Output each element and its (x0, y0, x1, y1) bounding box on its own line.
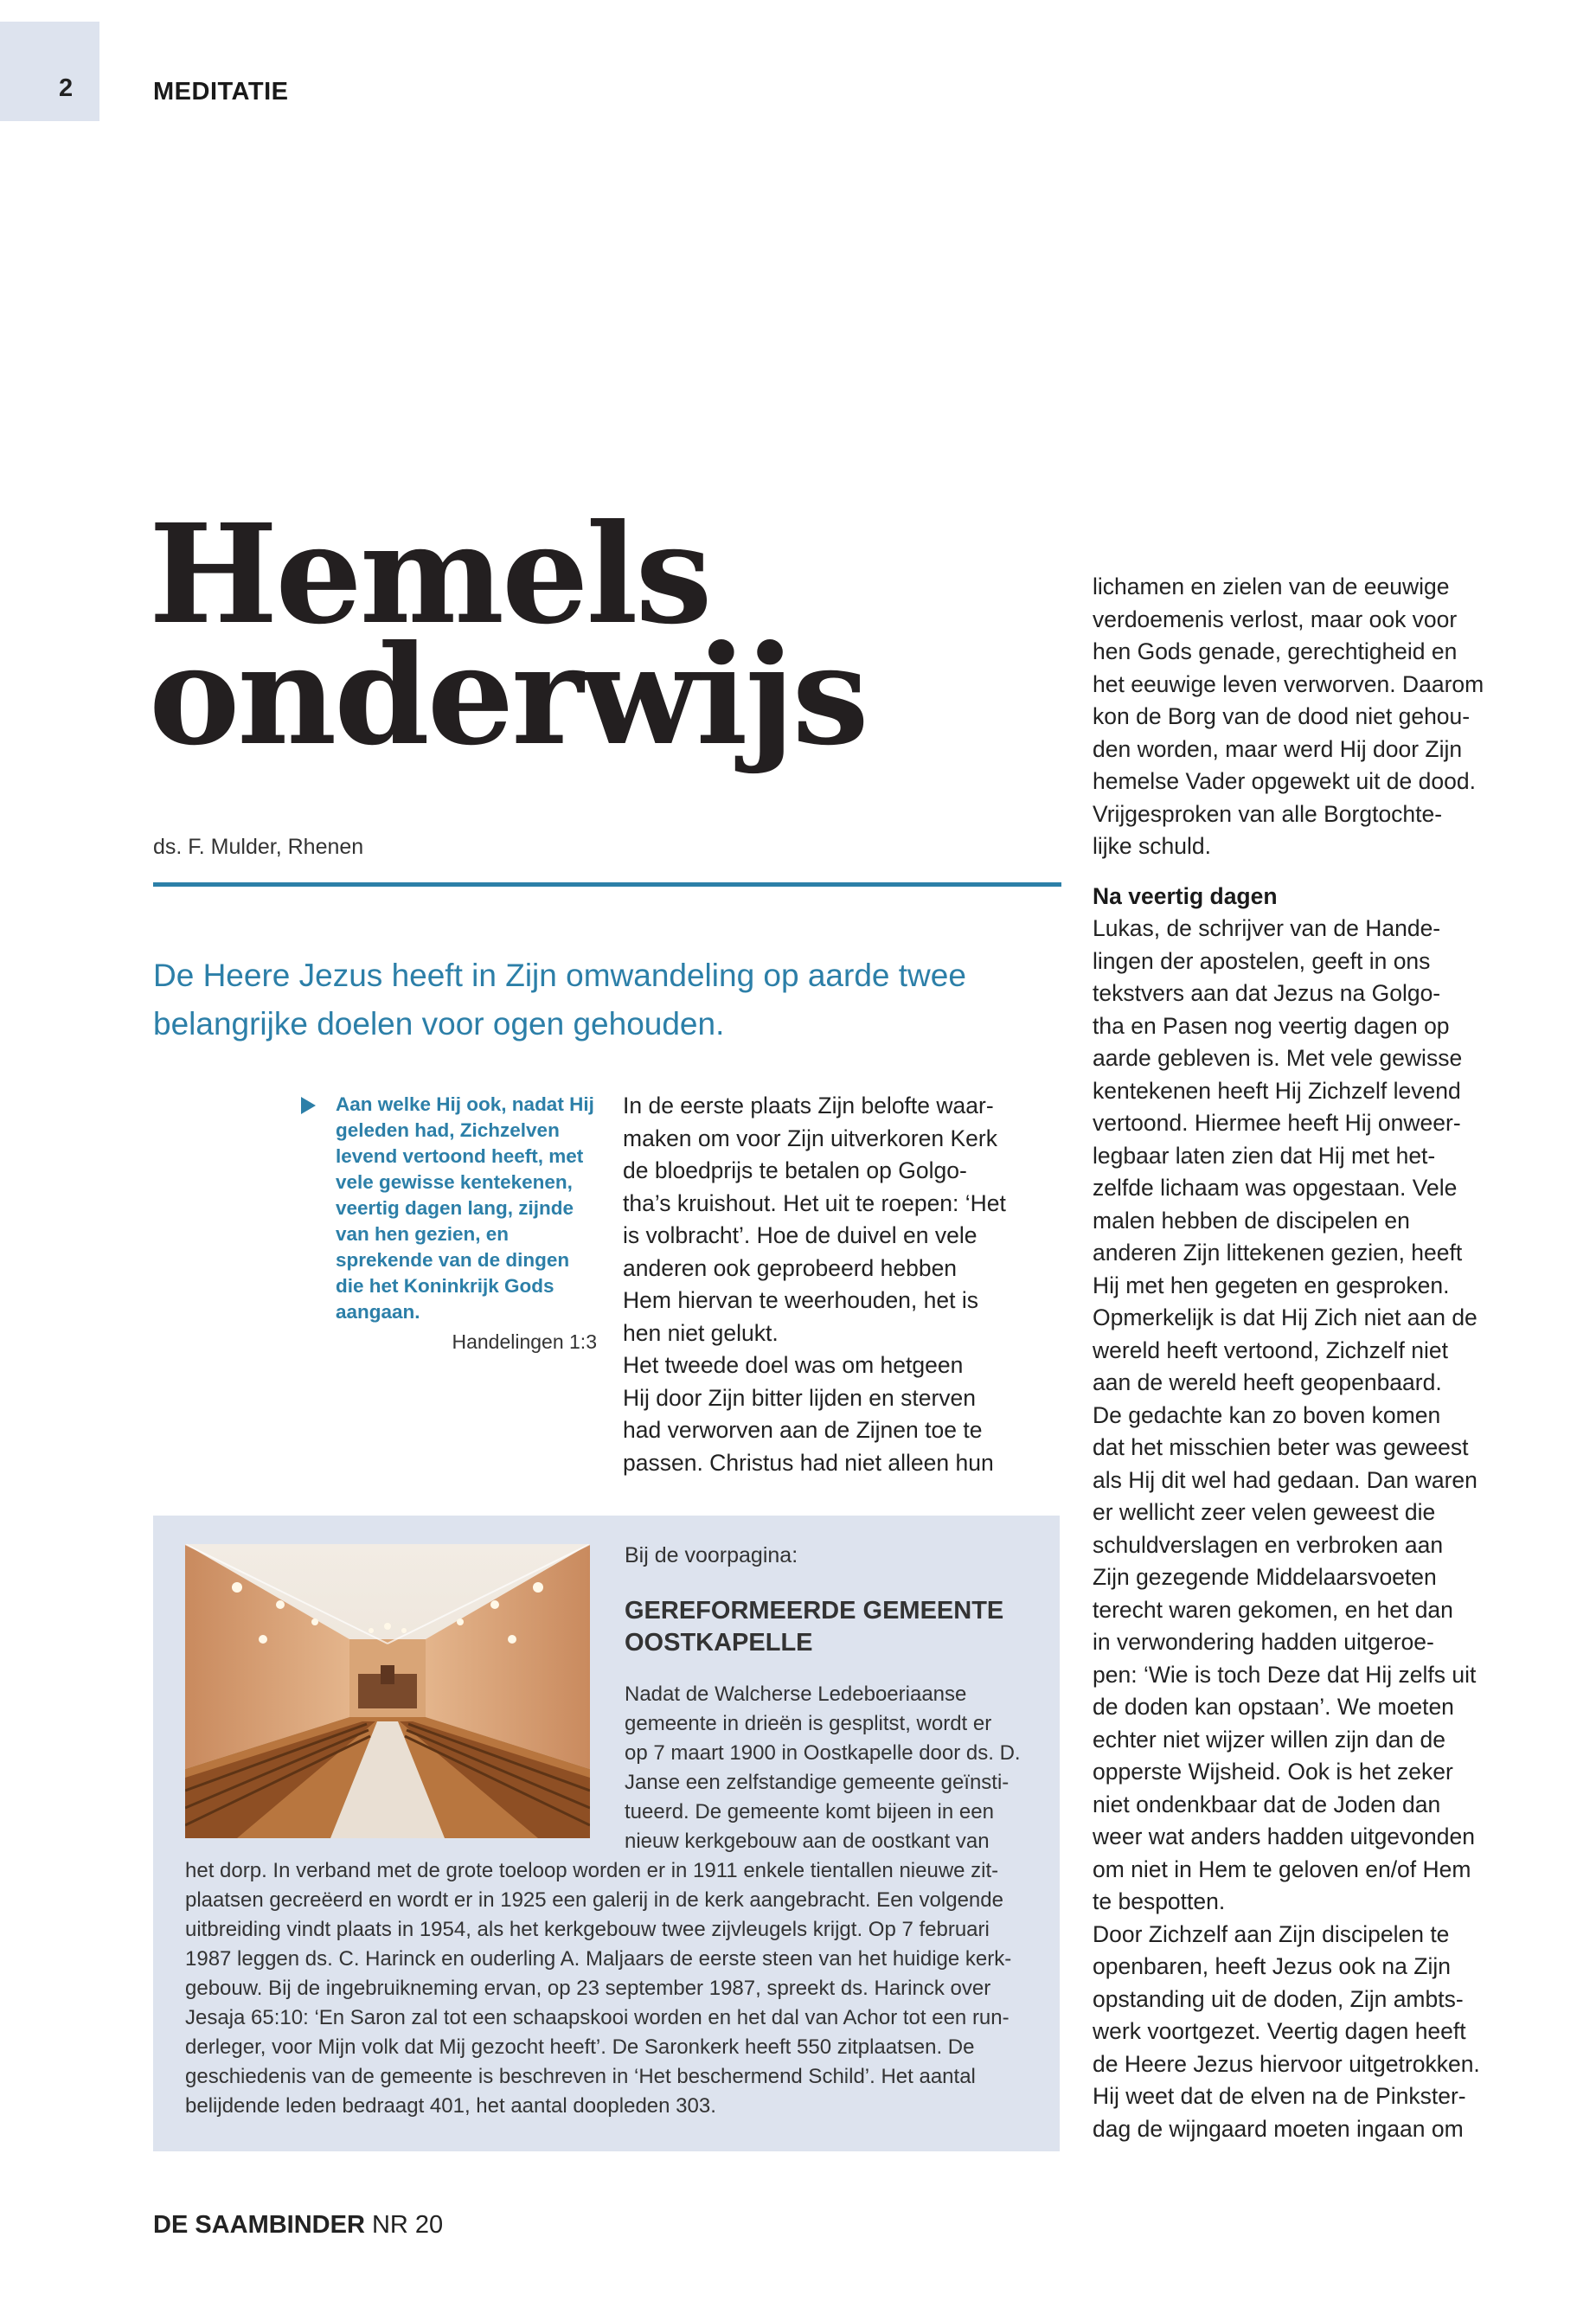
title-divider (153, 882, 1061, 887)
cover-title: GEREFORMEERDE GEMEENTE OOSTKAPELLE (625, 1597, 1004, 1657)
cover-text-part-1: Nadat de Walcherse Ledeboeriaanse gemeente in drieën is gesplitst, wordt er op 7 maart 1900 in Oostkapelle door ds. D. Janse een zelfstandige gemeente geïnsti- tueerd. De gemeente komt bijeen in een nieuw kerkgebouw aan de oostkant van (625, 1682, 1021, 1853)
magazine-name: DE SAAMBINDER (153, 2211, 365, 2239)
quote-text: Aan welke Hij ook, nadat Hij geleden had, Zichzelven levend vertoond heeft, met vele gewisse kentekenen, veertig dagen lang, zijnde van hen gezien, en sprekende van de dingen die het Koninkrijk Gods aangaan. (336, 1093, 594, 1323)
cover-text-part-2: het dorp. In verband met de grote toeloop worden er in 1911 enkele tientallen nieuwe zit- plaatsen gecreëerd en wordt er in 1925 een galerij in de kerk aangebracht. Een volgende uitbreiding vindt plaats in 1954, als het kerkgebouw twee zijvleugels krijgt. Op 7 februari 1987 leggen ds. C. Harinck en ouderling A. Maljaars de eerste steen van het huidige kerk- gebouw. Bij de ingebruikneming ervan, op 23 september 1987, spreekt ds. Harinck over Jesaja 65:10: ‘En Saron zal tot een schaapskooi worden en het dal van Achor tot een run- derleger, voor Mijn volk dat Mij gezocht heeft’. De Saronkerk heeft 550 zitplaatsen. De geschiedenis van de gemeente is beschreven in ‘Het beschermend Schild’. Het aantal belijdende leden bedraagt 401, het aantal doopleden 303. (185, 1859, 1012, 2118)
middle-column (623, 1090, 1073, 1479)
subheading: Na veertig dagen (1093, 882, 1278, 909)
cover-info-box (153, 1516, 1060, 2151)
issue-number: NR 20 (371, 2211, 444, 2239)
page-number-tab (0, 22, 99, 121)
section-label: MEDITATIE (153, 78, 289, 106)
title-line-1: Hemels (149, 495, 710, 655)
cover-intro: Bij de voorpagina: (625, 1543, 798, 1567)
title-line-2: onderwijs (149, 616, 867, 776)
right-column (1093, 571, 1547, 2145)
right-column-paragraph-2: Lukas, de schrijver van de Hande- lingen der apostelen, geeft in ons tekstvers aan dat Jezus na Golgo- tha en Pasen nog veertig dagen op aarde gebleven is. Met vele gewisse kentekenen heeft Hij Zichzelf levend vertoond. Hiermee heeft Hij onweer- legbaar laten zien dat Hij met het- zelfde lichaam was opgestaan. Vele malen hebben de discipelen en anderen Zijn littekenen gezien, heeft Hij met hen gegeten en gesproken. Opmerkelijk is dat Hij Zich niet aan de wereld heeft vertoond, Zichzelf niet aan de wereld heeft geopenbaard. De gedachte kan zo boven komen dat het misschien beter was geweest als Hij dit wel had gedaan. Dan waren er wellicht zeer velen geweest die schuldverslagen en verbroken aan Zijn gezegende Middelaarsvoeten terecht waren gekomen, en het dan in verwondering hadden uitgeroe- pen: ‘Wie is toch Deze dat Hij zelfs uit de doden kan opstaan’. We moeten echter niet wijzer willen zijn dan de opperste Wijsheid. Ook is het zeker niet ondenkbaar dat de Joden dan weer wat anders hadden uitgevonden om niet in Hem te geloven en/of Hem te bespotten. Door Zichzelf aan Zijn discipelen te openbaren, heeft Jezus ook na Zijn opstanding uit de doden, Zijn ambts- werk voortgezet. Veertig dagen heeft de Heere Jezus hiervoor uitgetrokken. Hij weet dat de elven na de Pinkster- dag de wijngaard moeten ingaan om (1093, 915, 1480, 2142)
page-number: 2 (59, 74, 74, 102)
right-column-paragraph-1: lichamen en zielen van de eeuwige verdoemenis verlost, maar ook voor hen Gods genade, gerechtigheid en het eeuwige leven verworven. Daarom kon de Borg van de dood niet gehou- den worden, maar werd Hij door Zijn hemelse Vader opgewekt uit de dood. Vrijgesproken van alle Borgtochte- lijke schuld. (1093, 574, 1484, 859)
quote-reference: Handelingen 1:3 (452, 1330, 597, 1353)
bible-quote (303, 1092, 597, 1354)
article-title (149, 495, 1057, 776)
footer (153, 2211, 443, 2240)
author-byline: ds. F. Mulder, Rhenen (153, 835, 364, 859)
church-interior-photo (185, 1544, 590, 1838)
play-arrow-icon (301, 1097, 316, 1114)
lead-paragraph: De Heere Jezus heeft in Zijn omwandeling op aarde twee belangrijke doelen voor ogen gehouden. (153, 958, 966, 1042)
middle-column-text: In de eerste plaats Zijn belofte waar- maken om voor Zijn uitverkoren Kerk de bloedprijs te betalen op Golgo- tha’s kruishout. Het uit te roepen: ‘Het is volbracht’. Hoe de duivel en vele anderen ook geprobeerd hebben Hem hiervan te weerhouden, het is hen niet gelukt. Het tweede doel was om hetgeen Hij door Zijn bitter lijden en sterven had verworven aan de Zijnen toe te passen. Christus had niet alleen hun (623, 1093, 1006, 1476)
